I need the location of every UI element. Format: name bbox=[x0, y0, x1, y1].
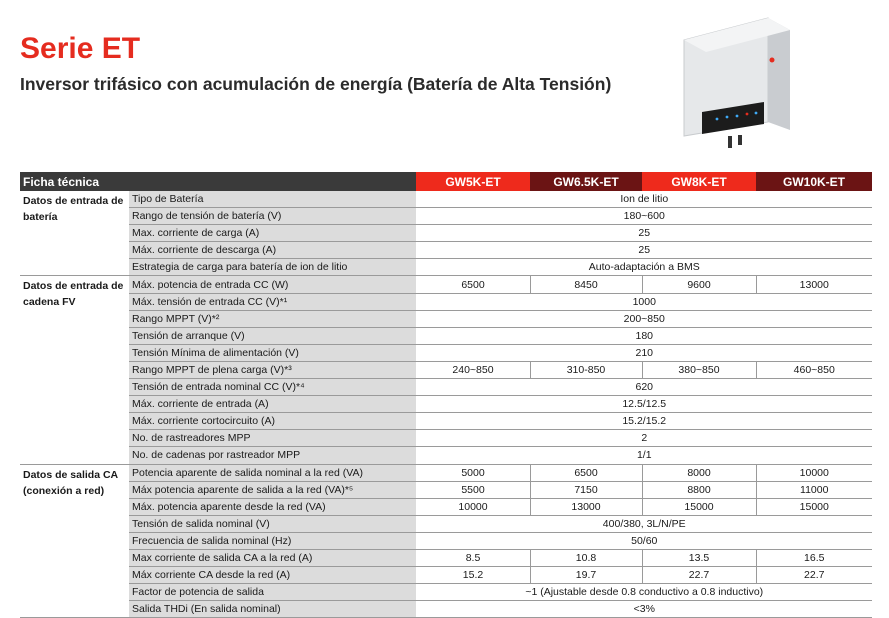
spec-value: 25 bbox=[416, 225, 872, 242]
spec-value: Auto-adaptación a BMS bbox=[416, 259, 872, 276]
table-row bbox=[20, 361, 872, 378]
spec-label: Potencia aparente de salida nominal a la red (VA) bbox=[129, 464, 416, 481]
table-row bbox=[20, 259, 872, 276]
spec-label: Factor de potencia de salida bbox=[129, 584, 416, 601]
spec-label: Salida THDi (En salida nominal) bbox=[129, 601, 416, 618]
table-row bbox=[20, 567, 872, 584]
spec-value: 8.5 bbox=[416, 549, 530, 566]
table-row bbox=[20, 191, 872, 208]
spec-value: 22.7 bbox=[756, 567, 872, 584]
spec-value: 50/60 bbox=[416, 532, 872, 549]
spec-label: Tensión Mínima de alimentación (V) bbox=[129, 344, 416, 361]
spec-label: Rango MPPT (V)*² bbox=[129, 310, 416, 327]
spec-label: Tensión de arranque (V) bbox=[129, 327, 416, 344]
spec-label: No. de cadenas por rastreador MPP bbox=[129, 447, 416, 464]
table-row bbox=[20, 464, 872, 481]
spec-value: 6500 bbox=[530, 464, 642, 481]
spec-value: 620 bbox=[416, 379, 872, 396]
spec-value: 460~850 bbox=[756, 361, 872, 378]
spec-value: 15.2/15.2 bbox=[416, 413, 872, 430]
table-row bbox=[20, 208, 872, 225]
table-row bbox=[20, 413, 872, 430]
page-subtitle: Inversor trifásico con acumulación de energía (Batería de Alta Tensión) bbox=[20, 74, 612, 94]
spec-label: Rango MPPT de plena carga (V)*³ bbox=[129, 361, 416, 378]
spec-value: 7150 bbox=[530, 481, 642, 498]
table-header-row bbox=[20, 172, 872, 191]
spec-label: Máx potencia aparente de salida a la red (VA)*⁵ bbox=[129, 481, 416, 498]
spec-value: 10000 bbox=[756, 464, 872, 481]
spec-label: Máx corriente CA desde la red (A) bbox=[129, 567, 416, 584]
spec-value: 13.5 bbox=[642, 549, 756, 566]
spec-label: Tensión de entrada nominal CC (V)*⁴ bbox=[129, 379, 416, 396]
spec-label: Máx. corriente de entrada (A) bbox=[129, 396, 416, 413]
spec-value: 10000 bbox=[416, 498, 530, 515]
spec-value: 240~850 bbox=[416, 361, 530, 378]
model-header: GW6.5K-ET bbox=[530, 172, 642, 191]
spec-label: Máx. corriente de descarga (A) bbox=[129, 242, 416, 259]
table-row bbox=[20, 379, 872, 396]
spec-label: Frecuencia de salida nominal (Hz) bbox=[129, 532, 416, 549]
table-row bbox=[20, 430, 872, 447]
table-row bbox=[20, 549, 872, 566]
spec-label: Máx. potencia aparente desde la red (VA) bbox=[129, 498, 416, 515]
spec-label: Tensión de salida nominal (V) bbox=[129, 515, 416, 532]
section-label: Datos de entrada de cadena FV bbox=[20, 276, 129, 464]
spec-label: No. de rastreadores MPP bbox=[129, 430, 416, 447]
page-title: Serie ET bbox=[20, 32, 141, 65]
section-label: Datos de salida CA (conexión a red) bbox=[20, 464, 129, 618]
spec-label: Máx. corriente cortocircuito (A) bbox=[129, 413, 416, 430]
spec-label: Rango de tensión de batería (V) bbox=[129, 208, 416, 225]
spec-label: Max corriente de salida CA a la red (A) bbox=[129, 549, 416, 566]
model-header: GW5K-ET bbox=[416, 172, 530, 191]
model-header: GW10K-ET bbox=[756, 172, 872, 191]
table-row bbox=[20, 601, 872, 618]
spec-value: 8450 bbox=[530, 276, 642, 293]
spec-value: 8800 bbox=[642, 481, 756, 498]
table-row bbox=[20, 515, 872, 532]
table-row bbox=[20, 344, 872, 361]
spec-value: 13000 bbox=[756, 276, 872, 293]
spec-value: 180 bbox=[416, 327, 872, 344]
model-header: GW8K-ET bbox=[642, 172, 756, 191]
table-row bbox=[20, 532, 872, 549]
spec-value: 12.5/12.5 bbox=[416, 396, 872, 413]
spec-value: 400/380, 3L/N/PE bbox=[416, 515, 872, 532]
spec-value: 11000 bbox=[756, 481, 872, 498]
spec-value: 9600 bbox=[642, 276, 756, 293]
spec-value: 8000 bbox=[642, 464, 756, 481]
spec-value: Ion de litio bbox=[416, 191, 872, 208]
spec-value: 380~850 bbox=[642, 361, 756, 378]
spec-value: 15000 bbox=[642, 498, 756, 515]
spec-table bbox=[20, 172, 872, 618]
spec-value: 310-850 bbox=[530, 361, 642, 378]
spec-value: <3% bbox=[416, 601, 872, 618]
spec-value: 200~850 bbox=[416, 310, 872, 327]
spec-label: Máx. potencia de entrada CC (W) bbox=[129, 276, 416, 293]
table-row bbox=[20, 242, 872, 259]
spec-value: 13000 bbox=[530, 498, 642, 515]
spec-label: Máx. tensión de entrada CC (V)*¹ bbox=[129, 293, 416, 310]
inverter-product-image bbox=[672, 12, 802, 162]
table-header-label: Ficha técnica bbox=[20, 172, 416, 191]
spec-label: Tipo de Batería bbox=[129, 191, 416, 208]
table-row bbox=[20, 225, 872, 242]
table-row bbox=[20, 498, 872, 515]
table-row bbox=[20, 481, 872, 498]
spec-label: Estrategia de carga para batería de ion de litio bbox=[129, 259, 416, 276]
spec-value: 180~600 bbox=[416, 208, 872, 225]
table-row bbox=[20, 276, 872, 293]
spec-value: 1/1 bbox=[416, 447, 872, 464]
table-row bbox=[20, 327, 872, 344]
table-row bbox=[20, 293, 872, 310]
spec-value: 2 bbox=[416, 430, 872, 447]
table-row bbox=[20, 310, 872, 327]
spec-value: 15000 bbox=[756, 498, 872, 515]
section-label: Datos de entrada de batería bbox=[20, 191, 129, 276]
spec-value: 22.7 bbox=[642, 567, 756, 584]
spec-value: ~1 (Ajustable desde 0.8 conductivo a 0.8 inductivo) bbox=[416, 584, 872, 601]
spec-value: 1000 bbox=[416, 293, 872, 310]
spec-value: 19.7 bbox=[530, 567, 642, 584]
table-row bbox=[20, 396, 872, 413]
table-row bbox=[20, 584, 872, 601]
spec-value: 5000 bbox=[416, 464, 530, 481]
spec-value: 25 bbox=[416, 242, 872, 259]
spec-value: 210 bbox=[416, 344, 872, 361]
spec-value: 5500 bbox=[416, 481, 530, 498]
table-row bbox=[20, 447, 872, 464]
spec-label: Max. corriente de carga (A) bbox=[129, 225, 416, 242]
spec-value: 16.5 bbox=[756, 549, 872, 566]
spec-value: 6500 bbox=[416, 276, 530, 293]
spec-value: 15.2 bbox=[416, 567, 530, 584]
spec-value: 10.8 bbox=[530, 549, 642, 566]
